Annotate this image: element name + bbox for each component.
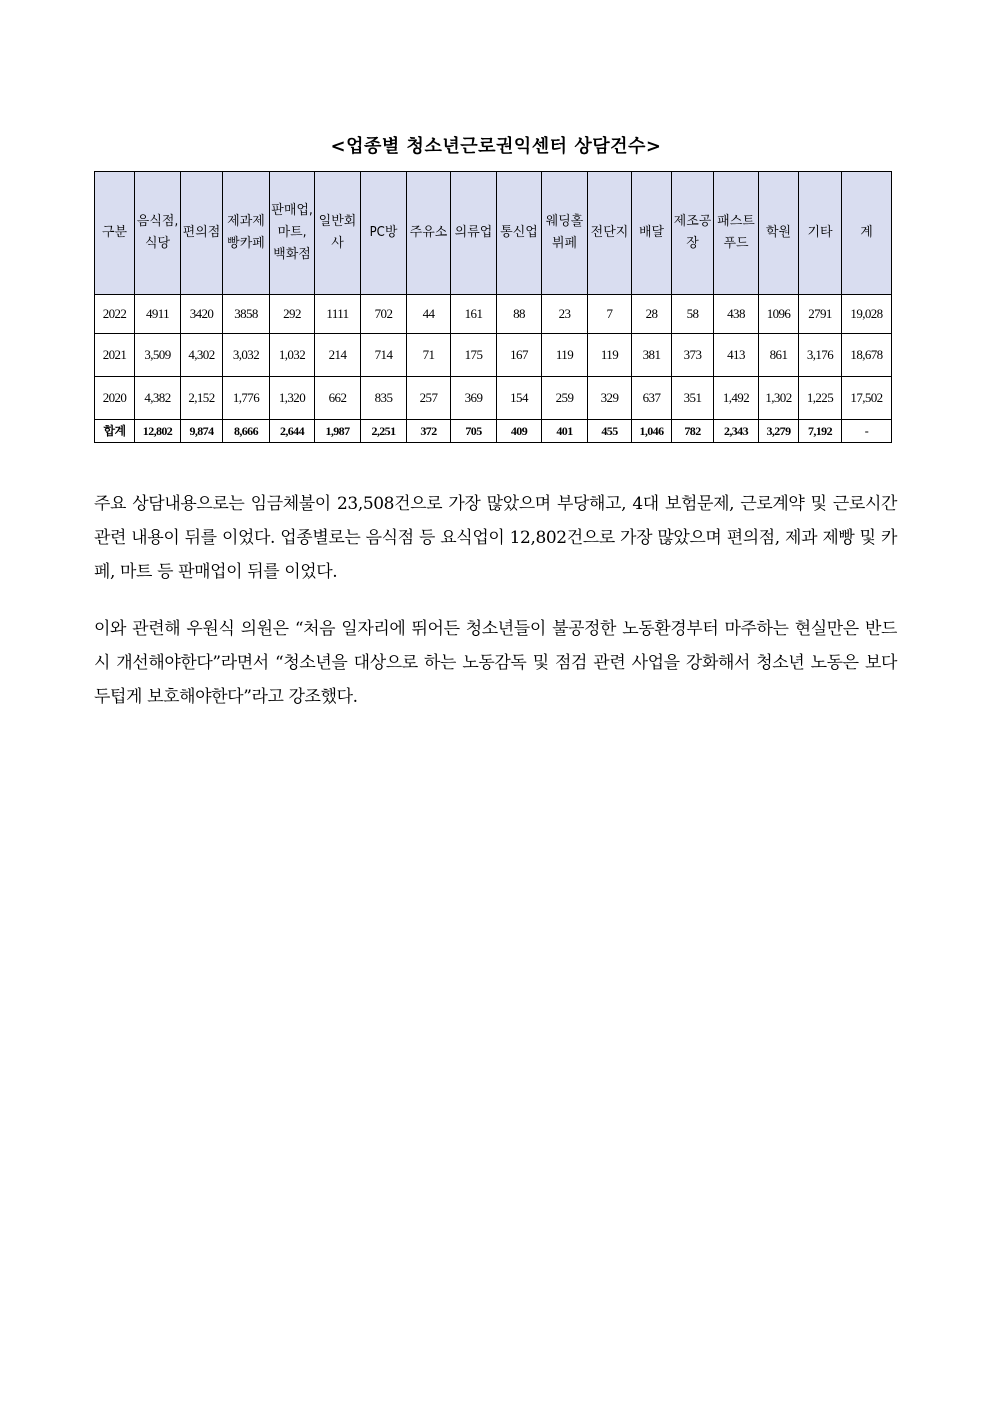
header-cell: 구분	[95, 172, 135, 295]
table-cell: 257	[407, 377, 451, 420]
table-cell: 3,509	[135, 334, 181, 377]
table-cell: 9,874	[181, 420, 223, 443]
table-cell: 1,302	[759, 377, 799, 420]
table-cell: 2,343	[714, 420, 759, 443]
table-cell: 1,032	[270, 334, 315, 377]
table-cell: 372	[407, 420, 451, 443]
table-cell: 2,152	[181, 377, 223, 420]
header-cell: 주유소	[407, 172, 451, 295]
header-cell: 편의점	[181, 172, 223, 295]
body-paragraph: 이와 관련해 우원식 의원은 “처음 일자리에 뛰어든 청소년들이 불공정한 노동환경부터 마주하는 현실만은 반드시 개선해야한다”라면서 “청소년을 대상으로 하는 노동감독 및 점검 관련 사업을 강화해서 청소년 노동은 보다 두텁게 보호해야한다”라고 강조했다.	[94, 619, 897, 707]
table-cell: 19,028	[842, 295, 892, 334]
table-cell: 7	[588, 295, 632, 334]
table-cell: 438	[714, 295, 759, 334]
consultation-table	[94, 171, 892, 443]
table-cell: 2,644	[270, 420, 315, 443]
table-cell: 71	[407, 334, 451, 377]
table-cell: 1,987	[315, 420, 361, 443]
table-cell: 3858	[223, 295, 270, 334]
table-cell: 2020	[95, 377, 135, 420]
header-cell: 배달	[632, 172, 672, 295]
table-header-row	[95, 172, 892, 295]
table-cell: 12,802	[135, 420, 181, 443]
table-cell: 413	[714, 334, 759, 377]
header-cell: 패스트푸드	[714, 172, 759, 295]
header-cell: 일반회사	[315, 172, 361, 295]
table-cell: 161	[451, 295, 497, 334]
table-cell: 28	[632, 295, 672, 334]
table-cell: 154	[497, 377, 542, 420]
header-cell: 계	[842, 172, 892, 295]
table-cell: 2022	[95, 295, 135, 334]
table-cell: 18,678	[842, 334, 892, 377]
table-cell: 329	[588, 377, 632, 420]
table-cell: 23	[542, 295, 588, 334]
header-cell: 제과제빵카페	[223, 172, 270, 295]
table-cell: 1,320	[270, 377, 315, 420]
table-cell: 2,251	[361, 420, 407, 443]
table-cell: 705	[451, 420, 497, 443]
header-cell: 학원	[759, 172, 799, 295]
table-cell: 합계	[95, 420, 135, 443]
table-cell: 3420	[181, 295, 223, 334]
table-cell: 119	[588, 334, 632, 377]
table-cell: 1,225	[799, 377, 842, 420]
table-row	[95, 334, 892, 377]
table-cell: 4,382	[135, 377, 181, 420]
table-cell: 175	[451, 334, 497, 377]
header-cell: 전단지	[588, 172, 632, 295]
table-cell: 88	[497, 295, 542, 334]
table-cell: 351	[672, 377, 714, 420]
table-cell: 8,666	[223, 420, 270, 443]
table-cell: 369	[451, 377, 497, 420]
header-cell: 판매업, 마트, 백화점	[270, 172, 315, 295]
table-cell: 3,176	[799, 334, 842, 377]
header-cell: 기타	[799, 172, 842, 295]
table-cell: 1,046	[632, 420, 672, 443]
header-cell: 음식점, 식당	[135, 172, 181, 295]
table-cell: -	[842, 420, 892, 443]
table-cell: 259	[542, 377, 588, 420]
table-total-row	[95, 420, 892, 443]
table-cell: 119	[542, 334, 588, 377]
table-cell: 714	[361, 334, 407, 377]
table-cell: 662	[315, 377, 361, 420]
table-cell: 702	[361, 295, 407, 334]
table-cell: 782	[672, 420, 714, 443]
table-cell: 3,032	[223, 334, 270, 377]
table-cell: 637	[632, 377, 672, 420]
table-cell: 4,302	[181, 334, 223, 377]
table-cell: 835	[361, 377, 407, 420]
table-cell: 1,776	[223, 377, 270, 420]
table-cell: 455	[588, 420, 632, 443]
table-cell: 17,502	[842, 377, 892, 420]
table-cell: 1096	[759, 295, 799, 334]
table-row	[95, 377, 892, 420]
table-cell: 2021	[95, 334, 135, 377]
table-cell: 4911	[135, 295, 181, 334]
table-row	[95, 295, 892, 334]
body-paragraph: 주요 상담내용으로는 임금체불이 23,508건으로 가장 많았으며 부당해고, 4대 보험문제, 근로계약 및 근로시간 관련 내용이 뒤를 이었다. 업종별로는 음식점 등 요식업이 12,802건으로 가장 많았으며 편의점, 제과 제빵 및 카페, 마트 등 판매업이 뒤를 이었다.	[94, 494, 897, 582]
table-cell: 401	[542, 420, 588, 443]
table-cell: 44	[407, 295, 451, 334]
table-cell: 214	[315, 334, 361, 377]
table-cell: 381	[632, 334, 672, 377]
header-cell: 의류업	[451, 172, 497, 295]
table-cell: 409	[497, 420, 542, 443]
header-cell: PC방	[361, 172, 407, 295]
table-cell: 7,192	[799, 420, 842, 443]
table-cell: 3,279	[759, 420, 799, 443]
table-cell: 2791	[799, 295, 842, 334]
header-cell: 제조공장	[672, 172, 714, 295]
header-cell: 웨딩홀뷔페	[542, 172, 588, 295]
table-cell: 1,492	[714, 377, 759, 420]
table-title: <업종별 청소년근로권익센터 상담건수>	[330, 136, 662, 157]
header-cell: 통신업	[497, 172, 542, 295]
table-cell: 167	[497, 334, 542, 377]
table-cell: 373	[672, 334, 714, 377]
table-cell: 58	[672, 295, 714, 334]
table-cell: 1111	[315, 295, 361, 334]
table-cell: 292	[270, 295, 315, 334]
table-cell: 861	[759, 334, 799, 377]
